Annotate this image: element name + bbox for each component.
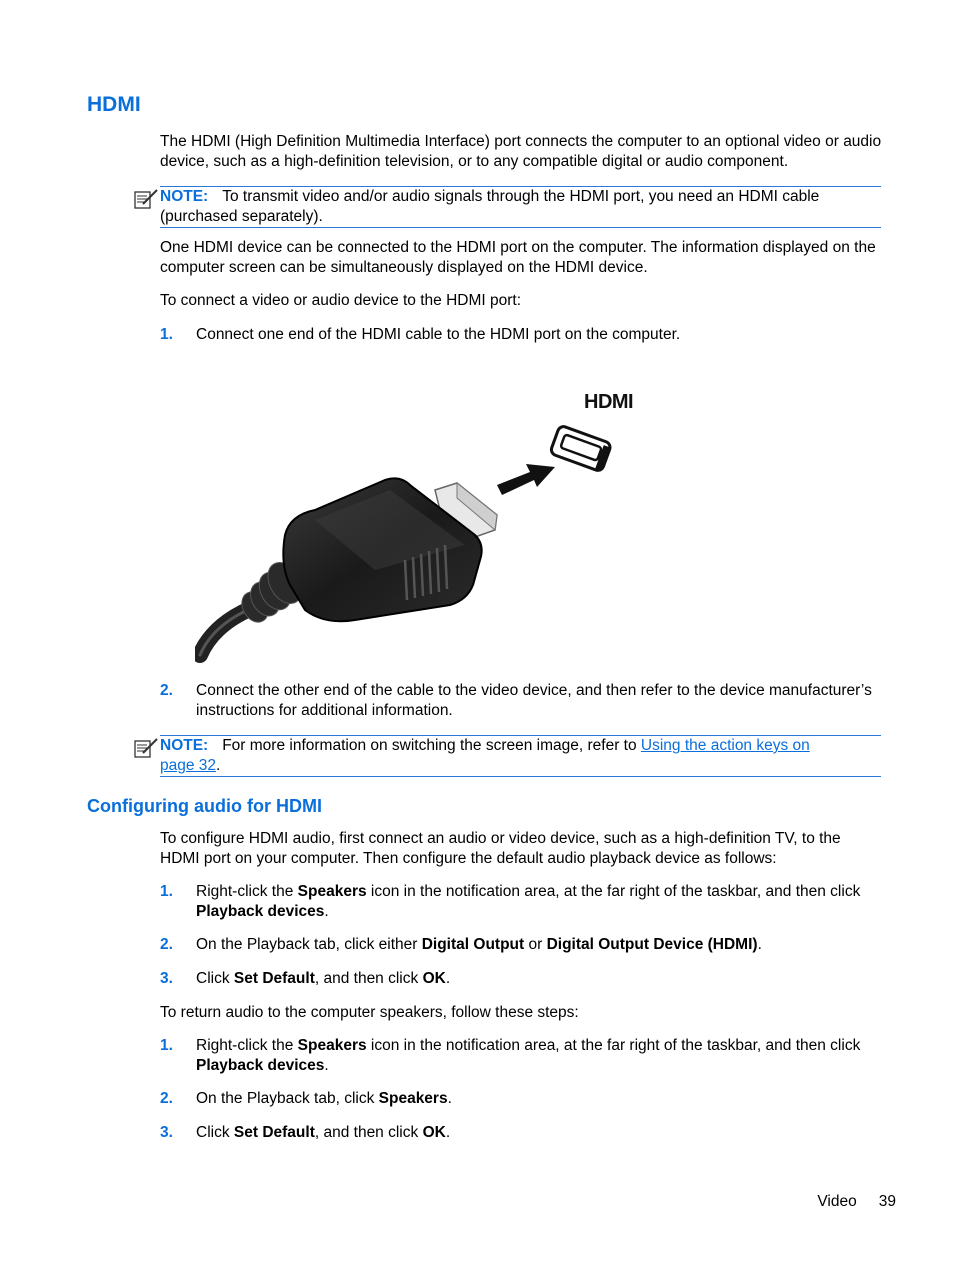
step-text: On the Playback tab, click Speakers. bbox=[196, 1090, 452, 1107]
step-text: Connect one end of the HDMI cable to the HDMI port on the computer. bbox=[196, 326, 681, 343]
step-text: Right-click the Speakers icon in the notification area, at the far right of the taskbar, and then click Playback devices. bbox=[196, 883, 861, 920]
paragraph: To configure HDMI audio, first connect an audio or video device, such as a high-definition TV, to the HDMI port on your computer. Then configure the default audio playback device as follows: bbox=[160, 830, 841, 867]
step-number: 2. bbox=[160, 682, 173, 699]
step-number: 2. bbox=[160, 1090, 173, 1107]
step-number: 1. bbox=[160, 883, 173, 900]
page-footer bbox=[817, 1192, 896, 1212]
note-label: NOTE: bbox=[160, 188, 209, 205]
note-box bbox=[160, 735, 881, 777]
footer-chapter: Video bbox=[817, 1193, 857, 1210]
step-text: On the Playback tab, click either Digital Output or Digital Output Device (HDMI). bbox=[196, 936, 762, 953]
note-text-end: . bbox=[216, 757, 221, 774]
subsection-title: Configuring audio for HDMI bbox=[87, 796, 322, 816]
section-title: HDMI bbox=[87, 93, 141, 116]
action-keys-link[interactable]: Using the action keys on page 32 bbox=[160, 737, 810, 774]
paragraph: One HDMI device can be connected to the HDMI port on the computer. The information displayed on the computer screen can be simultaneously displayed on the HDMI device. bbox=[160, 239, 876, 276]
step-number: 1. bbox=[160, 1037, 173, 1054]
step-text: Connect the other end of the cable to the video device, and then refer to the device manufacturer’s instructions for additional information. bbox=[196, 682, 872, 719]
note-box bbox=[160, 186, 881, 228]
note-text: For more information on switching the screen image, refer to bbox=[222, 737, 641, 754]
intro-paragraph: The HDMI (High Definition Multimedia Interface) port connects the computer to an optional video or audio device, such as a high-definition television, or to any compatible digital or audio component. bbox=[160, 133, 882, 170]
note-icon bbox=[133, 188, 159, 210]
step-text: Right-click the Speakers icon in the notification area, at the far right of the taskbar, and then click Playback devices. bbox=[196, 1037, 861, 1074]
hdmi-port-label: HDMI bbox=[584, 391, 634, 413]
paragraph: To return audio to the computer speakers, follow these steps: bbox=[160, 1004, 579, 1021]
step-number: 3. bbox=[160, 1124, 173, 1141]
step-number: 2. bbox=[160, 936, 173, 953]
hdmi-cable-illustration bbox=[195, 385, 645, 665]
note-label: NOTE: bbox=[160, 737, 209, 754]
step-text: Click Set Default, and then click OK. bbox=[196, 1124, 451, 1141]
note-icon bbox=[133, 737, 159, 759]
step-number: 3. bbox=[160, 970, 173, 987]
paragraph: To connect a video or audio device to the HDMI port: bbox=[160, 292, 522, 309]
footer-page-number: 39 bbox=[878, 1193, 896, 1210]
note-text: To transmit video and/or audio signals through the HDMI port, you need an HDMI cable (purchased separately). bbox=[160, 188, 820, 225]
step-text: Click Set Default, and then click OK. bbox=[196, 970, 451, 987]
step-number: 1. bbox=[160, 326, 173, 343]
